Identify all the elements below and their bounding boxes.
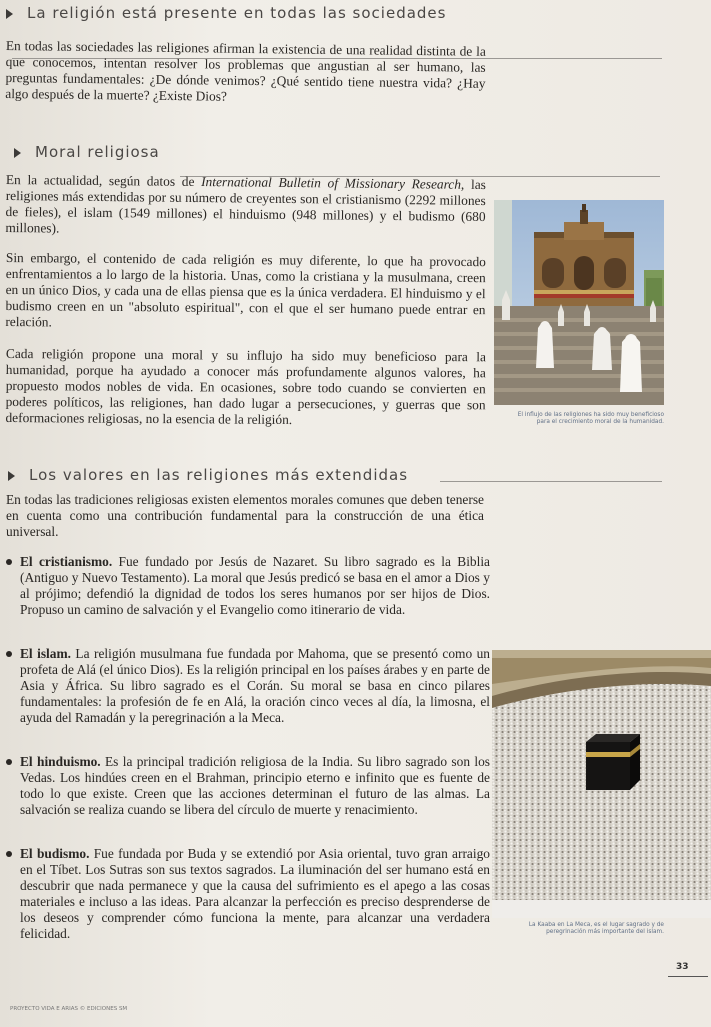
moral-paragraph-1: En la actualidad, según datos de International Bulletin of Missionary Research, las religiones más extendidas por su número de creyentes son el cristianismo (2292 millones de fieles), el islam (1549 millones) el hinduismo (948 millones) y el budismo (680 millones). — [5, 172, 486, 236]
section-heading-moral: Moral religiosa — [14, 143, 160, 161]
section-heading-valores: Los valores en las religiones más extendidas — [8, 466, 408, 484]
church-illustration — [494, 200, 664, 405]
section1-paragraph: En todas las sociedades las religiones afirman la existencia de una realidad distinta de la que conocemos, intentan resolver los problemas que angustian al ser humano, las preguntas fundamentales: ¿De dónde venimos? ¿Qué sentido tiene nuestra vida? ¿Hay algo después de la muerte? ¿Existe Dios? — [5, 38, 486, 104]
moral-paragraph-2: Sin embargo, el contenido de cada religión es muy diferente, lo que ha provocado enfrentamientos a lo largo de la historia. Unas, como la cristiana y la musulmana, creen en un único Dios, y cada una de ellas piensa que es la única verdadera. El hinduismo y el budismo creen en un "absoluto espiritual", con el que el ser humano puede entrar en relación. — [5, 250, 486, 330]
church-photo — [494, 200, 664, 405]
bullet-icon — [6, 759, 12, 765]
bullet-icon — [6, 651, 12, 657]
footer-credit: PROYECTO VIDA E ARIAS © EDICIONES SM — [10, 1006, 128, 1012]
mecca-illustration — [492, 650, 711, 918]
page-number-rule — [668, 976, 708, 977]
bullet-icon — [6, 559, 12, 565]
list-item-hinduismo: El hinduismo. Es la principal tradición religiosa de la India. Su libro sagrado son los Vedas. Los hindúes creen en el Brahman, principio eterno e infinito que es fuente de todo lo que existe. Creen que las acciones determinan el futuro de las almas. La salvación se realiza cuando se libera del círculo de muerte y renacimiento. — [6, 754, 490, 818]
moral-paragraph-3: Cada religión propone una moral y su influjo ha sido muy beneficioso para la humanidad, porque ha ayudado a conocer más profundamente algunos valores, ha propuesto modos nobles de vida. En ocasiones, sobre todo cuando se convierten en poderes políticos, las religiones, han dado lugar a persecuciones, y guerras que son deformaciones religiosas, no la esencia de la religión. — [5, 346, 486, 427]
bullet-icon — [6, 851, 12, 857]
heading-rule — [440, 481, 662, 482]
page-number: 33 — [676, 962, 689, 972]
valores-intro: En todas las tradiciones religiosas existen elementos morales comunes que deben tenerse en cuenta como una contribución fundamental para la construcción de una ética universal. — [6, 492, 484, 539]
heading-marker-icon — [14, 148, 21, 158]
mecca-photo — [492, 650, 711, 918]
list-item-cristianismo: El cristianismo. Fue fundado por Jesús de Nazaret. Su libro sagrado es la Biblia (Antiguo y Nuevo Testamento). La moral que Jesús predicó se basa en el amor a Dios y al prójimo; defendió la dignidad de todos los seres humanos por ser hijos de Dios. Propuso un camino de salvación y el Evangelio como itinerario de vida. — [6, 554, 490, 618]
list-item-islam: El islam. La religión musulmana fue fundada por Mahoma, que se presentó como un profeta de Alá (el único Dios). Es la religión principal en los países árabes y en parte de Asia y África. Su libro sagrado es el Corán. Su moral se basa en cinco pilares fundamentales: la profesión de fe en Alá, la oración cinco veces al día, la limosna, el ayuda del Ramadán y la peregrinación a la Meca. — [6, 646, 490, 726]
heading-marker-icon — [6, 9, 13, 19]
heading-marker-icon — [8, 471, 15, 481]
list-item-budismo: El budismo. Fue fundada por Buda y se extendió por Asia oriental, tuvo gran arraigo en el Tíbet. Los Sutras son sus textos sagrados. La iluminación del ser humano está en descubrir que nada permanece y que la causa del sufrimiento es el apego a las cosas materiales e incluso a las ideas. Para alcanzar la perfección es preciso desprenderse de los deseos y comprender cómo funciona la mente, para alcanzar una verdadera felicidad. — [6, 846, 490, 941]
mecca-photo-caption: La Kaaba en La Meca, es el lugar sagrado y de peregrinación más importante del islam. — [528, 922, 664, 935]
section-heading-religion: La religión está presente en todas las sociedades — [6, 4, 446, 22]
church-photo-caption: El influjo de las religiones ha sido muy beneficioso para el crecimiento moral de la humanidad. — [517, 412, 664, 425]
